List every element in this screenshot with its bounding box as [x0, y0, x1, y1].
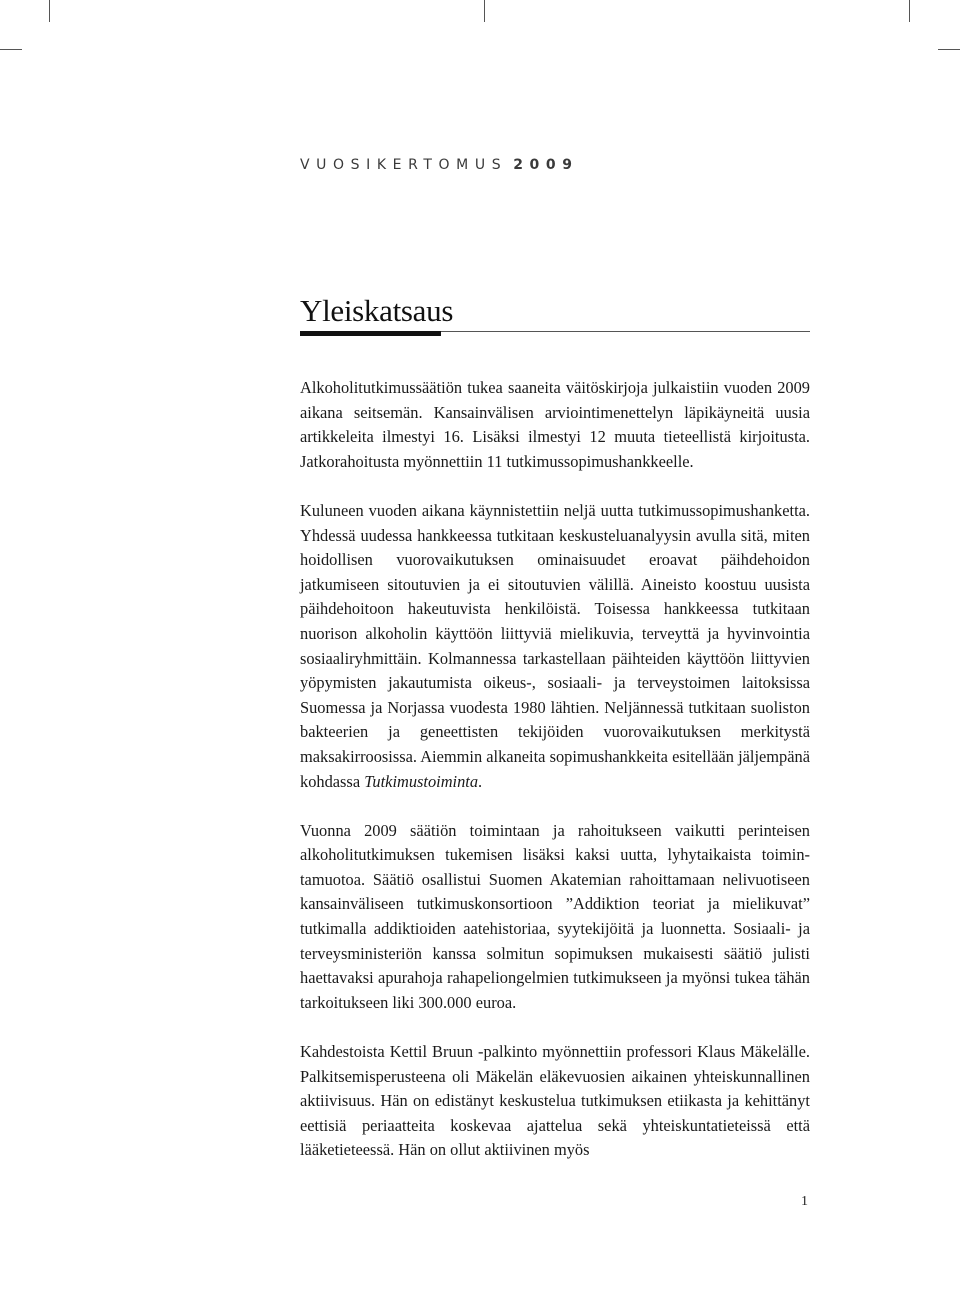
running-header [300, 157, 579, 173]
body-text [300, 376, 810, 1163]
paragraph-4: Kahdestoista Kettil Bruun -palkinto myönnettiin professori Klaus Mäkelälle. Palkitsemisperusteena oli Mäkelän eläkevuosien aikainen yhteiskunnallinen aktiivisuus. Hän on edistänyt keskustelua tutkimuksen etiikasta ja kehittänyt eettisiä periaatteita koskevaa ajattelua sekä yhteiskuntatieteissä että lääketieteessä. Hän on ollut aktiivinen myös [300, 1042, 810, 1160]
paragraph-1: Alkoholitutkimussäätiön tukea saaneita väitöskirjoja julkaistiin vuoden 2009 aikana seitsemän. Kansainvälisen arviointimenettelyn läpikäyneitä uusia artikkeleita ilmestyi 16. Lisäksi ilmestyi 12 muuta tieteellistä kirjoitusta. Jatkorahoitusta myönnettiin 11 tutkimussopimushankkeelle. [300, 378, 810, 471]
crop-mark-top-right-h [938, 49, 960, 50]
paragraph-3: Vuonna 2009 säätiön toimintaan ja rahoitukseen vaikutti perinteisen alkoholitutkimuksen tukemisen lisäksi kaksi uutta, lyhytaikaista toimintamuotoa. Säätiö osallistui Suomen Akatemian rahoittamaan nelivuotiseen kansainväliseen tutkimuskonsortioon ”Addiktion teoriat ja mielikuvat” tutkimalla addiktioiden aatehistoriaa, syytekijöitä ja luonnetta. Sosiaali- ja terveysministeriön kanssa solmitun sopimuksen mukaisesti säätiö julisti haettavaksi apurahoja rahapeliongelmien tutkimukseen ja myönsi tukea tähän tarkoitukseen liki 300.000 euroa. [300, 820, 810, 1012]
header-year: 2009 [513, 157, 579, 173]
crop-mark-top-center [484, 0, 485, 22]
paragraph-2 [300, 499, 810, 794]
paragraph-2-text: Kuluneen vuoden aikana käynnistettiin neljä uutta tutkimussopimushanketta. Yhdessä uudessa hankkeessa tutkitaan keskusteluanalyysin avulla sitä, miten hoidollisen vuorovaikutuksen ominaisuudet eroavat päihdehoidon jatkumiseen sitoutuvien ja ei sitoutuvien välillä. Aineisto koostuu uusista päihdehoitoon hakeutuvista henkilöistä. Toisessa hankkeessa tutkitaan nuorison alkoholin käyttöön liittyviä mielikuvia, terveyttä ja hyvinvointia sosiaaliryhmittäin. Kolmannessa tarkastellaan päihteiden käyttöön liittyvien yöpymisten jakautumista oikeus-, sosiaali- ja terveystoimen laitoksissa Suomessa ja Norjassa vuodesta 1980 lähtien. Neljännessä tutkitaan suoliston bakteerien ja geneettisten tekijöiden vuorovaikutuksen merkitystä maksakirroosissa. Aiemmin alkaneita sopimushankkeita esitellään jäljempänä kohdassa [300, 500, 810, 791]
page-title: Yleiskatsaus [300, 293, 454, 328]
page-number: 1 [801, 1194, 808, 1209]
header-label: VUOSIKERTOMUS [300, 157, 508, 173]
crop-mark-top-right [909, 0, 910, 22]
paragraph-2-end: . [478, 771, 483, 791]
paragraph-2-italic-reference: Tutkimustoiminta [364, 771, 479, 791]
crop-mark-top-left [49, 0, 50, 22]
title-rule-accent [300, 331, 441, 336]
crop-mark-top-left-h [0, 49, 22, 50]
